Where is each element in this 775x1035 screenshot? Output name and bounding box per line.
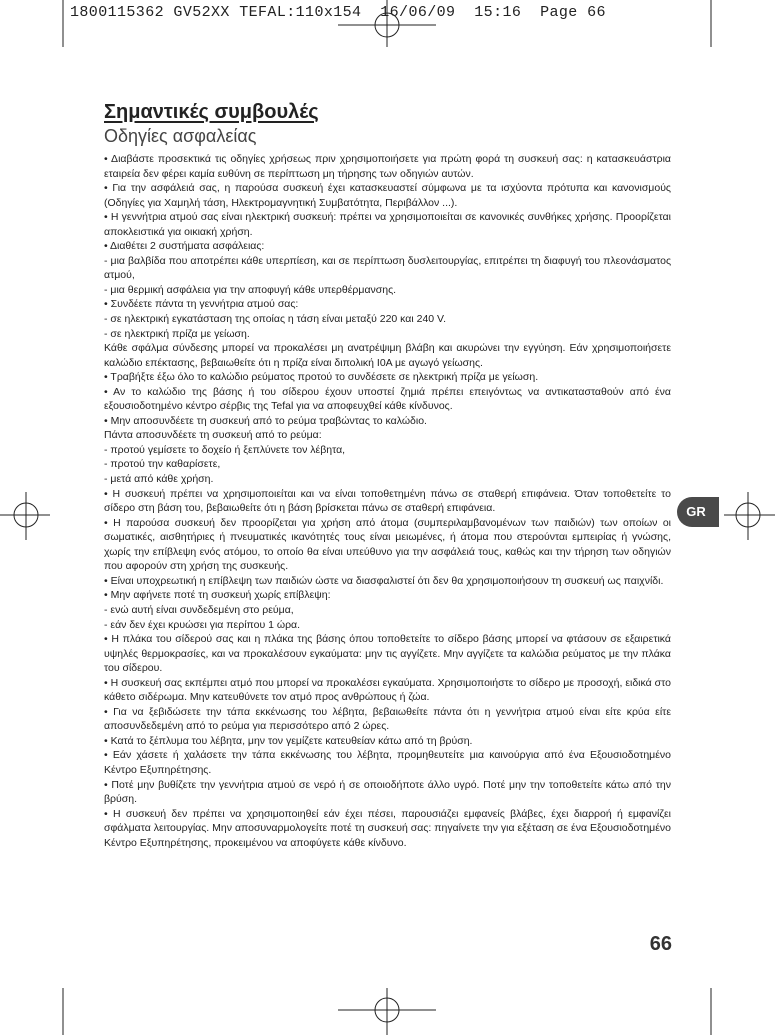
paragraph: • Διαβάστε προσεκτικά τις οδηγίες χρήσεως πριν χρησιμοποιήσετε για πρώτη φορά τη συσκευή σας: η κατασκευάστρια εταιρεία δεν φέρει καμία ευθύνη σε περίπτωση μη τήρησης των οδηγιών αυτών. [104, 153, 671, 180]
paragraph: • Τραβήξτε έξω όλο το καλώδιο ρεύματος προτού το συνδέσετε σε ηλεκτρική πρίζα με γείωση. [104, 371, 539, 384]
paragraph: - εάν δεν έχει κρυώσει για περίπου 1 ώρα. [104, 618, 301, 631]
paragraph: - μετά από κάθε χρήση. [104, 473, 214, 486]
section-subtitle: Οδηγίες ασφαλείας [104, 126, 257, 146]
paragraph: - ενώ αυτή είναι συνδεδεμένη στο ρεύμα, [104, 603, 294, 616]
paragraph: • Η παρούσα συσκευή δεν προορίζεται για χρήση από άτομα (συμπεριλαμβανομένων των παιδιών) των οποίων οι σωματικές, αισθητήριες ή πνευματικές ικανότητές τους είναι μειωμένες, ή άτομα που στερούνται εμπειρίας ή γνώσης, χωρίς την επίβλεψη ενός ατόμου, το οποίο θα είναι υπεύθυνο για την ασφάλειά τους, καθώς και την τήρηση των οδηγιών που αφορούν στη χρήση της συσκευής. [104, 516, 671, 573]
paragraph: - προτού την καθαρίσετε, [104, 458, 221, 471]
paragraph: • Μην αποσυνδέετε τη συσκευή από το ρεύμα τραβώντας το καλώδιο. [104, 414, 427, 427]
paragraph: • Διαθέτει 2 συστήματα ασφάλειας: [104, 240, 265, 253]
paragraph: • Για να ξεβιδώσετε την τάπα εκκένωσης του λέβητα, βεβαιωθείτε πάντα ότι η γεννήτρια ατμού είναι είτε κρύα είτε αποσυνδεδεμένη από το ρεύμα για περισσότερο από 2 ώρες. [104, 705, 671, 733]
page-number: 66 [649, 933, 672, 955]
paragraph: • Εάν χάσετε ή χαλάσετε την τάπα εκκένωσης του λέβητα, προμηθευτείτε μια καινούργια από ένα Εξουσιοδοτημένο Κέντρο Εξυπηρέτησης. [104, 749, 671, 776]
paragraph: - σε ηλεκτρική πρίζα με γείωση. [104, 327, 250, 340]
paragraph: • Η συσκευή δεν πρέπει να χρησιμοποιηθεί εάν έχει πέσει, παρουσιάζει εμφανείς βλάβες, έχει διαρροή ή εμφανίζει σφάλματα λειτουργίας. Μην αποσυναρμολογείτε ποτέ τη συσκευή σας: πηγαίνετε την για εξέταση σε ένα Εξουσιοδοτημένο Κέντρο Εξυπηρέτησης, προκειμένου να αποφύγετε κάθε κίνδυνο. [104, 807, 671, 849]
paragraph: • Μην αφήνετε ποτέ τη συσκευή χωρίς επίβλεψη: [104, 589, 331, 602]
language-tab: GR [677, 497, 719, 527]
paragraph: - σε ηλεκτρική εγκατάσταση της οποίας η τάση είναι μεταξύ 220 και 240 V. [104, 313, 447, 326]
paragraph: Πάντα αποσυνδέετε τη συσκευή από το ρεύμα: [104, 429, 322, 442]
paragraph: • Η πλάκα του σίδερού σας και η πλάκα της βάσης όπου τοποθετείτε το σίδερο βάσης μπορεί να φτάσουν σε εξαιρετικά υψηλές θερμοκρασίες, και να προκαλέσουν εγκαύματα: μην τις αγγίζετε. Μην αγγίζετε τα καλώδια ρεύματος με την πλάκα του σίδερου. [104, 633, 671, 675]
paragraph: • Ποτέ μην βυθίζετε την γεννήτρια ατμού σε νερό ή σε οποιοδήποτε άλλο υγρό. Ποτέ μην την τοποθετείτε κάτω από την βρύση. [104, 778, 671, 806]
paragraph: • Είναι υποχρεωτική η επίβλεψη των παιδιών ώστε να διασφαλιστεί ότι δεν θα χρησιμοποιήσουν τη συσκευή ως παιχνίδι. [104, 574, 664, 587]
page-title: Σημαντικές συμβουλές [104, 101, 319, 123]
print-slug: 1800115362 GV52XX TEFAL:110x154 16/06/09 15:16 Page 66 [70, 4, 606, 21]
paragraph: • Η συσκευή σας εκπέμπει ατμό που μπορεί να προκαλέσει εγκαύματα. Χρησιμοποιήστε το σίδερο με προσοχή, ειδικά στο κάθετο σιδέρωμα. Μην κατευθύνετε τον ατμό προς ανθρώπους ή ζώα. [104, 676, 671, 704]
paragraph: - μια θερμική ασφάλεια για την αποφυγή κάθε υπερθέρμανσης. [104, 283, 397, 296]
paragraph: - προτού γεμίσετε το δοχείο ή ξεπλύνετε τον λέβητα, [104, 443, 346, 456]
paragraph: Κάθε σφάλμα σύνδεσης μπορεί να προκαλέσει μη ανατρέψιμη βλάβη και ακυρώνει την εγγύηση. Εάν χρησιμοποιήσετε καλώδιο επέκτασης, βεβαιωθείτε ότι η πρίζα είναι διπολική I0A με αγωγό γείωσης. [104, 342, 671, 369]
paragraph: • Η συσκευή πρέπει να χρησιμοποιείται και να είναι τοποθετημένη πάνω σε σταθερή επιφάνεια. Όταν τοποθετείτε το σίδερο στη βάση του, βεβαιωθείτε ότι η βάση βρίσκεται πάνω σε σταθερή επιφάνεια. [104, 487, 671, 515]
paragraph: • Κατά το ξέπλυμα του λέβητα, μην τον γεμίζετε κατευθείαν κάτω από τη βρύση. [104, 734, 473, 747]
paragraph: - μια βαλβίδα που αποτρέπει κάθε υπερπίεση, και σε περίπτωση δυσλειτουργίας, επιτρέπει τη διαφυγή του πλεονάσματος ατμού, [104, 254, 671, 282]
safety-instructions [104, 152, 671, 850]
paragraph: • Αν το καλώδιο της βάσης ή του σίδερου έχουν υποστεί ζημιά πρέπει επειγόντως να αντικατασταθούν από ένα εξουσιοδοτημένο κέντρο σέρβις της Tefal για να αποφευχθεί κάθε κίνδυνος. [104, 385, 671, 413]
paragraph: • Για την ασφάλειά σας, η παρούσα συσκευή έχει κατασκευαστεί σύμφωνα με τα ισχύοντα πρότυπα και κανονισμούς (Οδηγίες για Χαμηλή τάση, Ηλεκτρομαγνητική Συμβατότητα, Περιβάλλον ...). [104, 182, 671, 209]
paragraph: • Συνδέετε πάντα τη γεννήτρια ατμού σας: [104, 298, 299, 311]
paragraph: • Η γεννήτρια ατμού σας είναι ηλεκτρική συσκευή: πρέπει να χρησιμοποιείται σε κανονικές συνθήκες χρήσης. Προορίζεται αποκλειστικά για οικιακή χρήση. [104, 211, 671, 238]
